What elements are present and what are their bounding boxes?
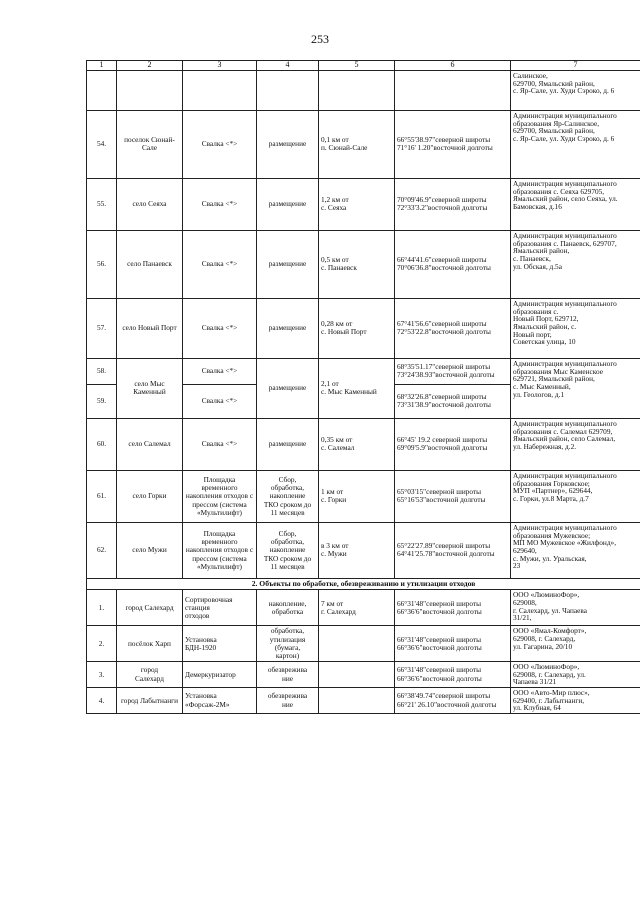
owner-cell: Администрация муниципального образования с. Салемал 629709, Ямальский район, село Салемал, ул. Набережная, д.2. [511,418,640,470]
table-row [87,418,640,470]
column-header: 2 [117,61,183,71]
row-number: 62. [87,522,117,578]
owner-cell: Администрация муниципального образования Горковское; МУП «Партнер», 629644, с. Горки, ул.8 Марта, д.7 [511,470,640,522]
purpose-cell: Сбор, обработка, накопление ТКО сроком до 11 месяцев [257,470,319,522]
coordinates-cell: 66°31'48"северной широты 66°36'6"восточной долготы [395,662,511,688]
settlement-cell: поселок Сюнай-Сале [117,110,183,178]
location-cell: 0,35 км от с. Салемал [319,418,395,470]
section-row [87,578,640,590]
row-number: 56. [87,230,117,298]
row-number: 4. [87,688,117,714]
column-header: 7 [511,61,640,71]
table-row [87,70,640,110]
purpose-cell: размещение [257,298,319,358]
table-row [87,358,640,384]
table-row [87,110,640,178]
object-cell: Свалка <*> [183,418,257,470]
row-number: 61. [87,470,117,522]
location-cell [319,626,395,662]
section-title: 2. Объекты по обработке, обезвреживанию и утилизации отходов [87,578,640,590]
object-cell [183,70,257,110]
table-row [87,626,640,662]
purpose-cell: размещение [257,358,319,418]
location-cell: 0,28 км от с. Новый Порт [319,298,395,358]
owner-cell: Администрация муниципального образования с. Новый Порт, 629712, Ямальский район, с. Новый порт, Советская улица, 10 [511,298,640,358]
coordinates-cell [395,70,511,110]
purpose-cell: размещение [257,230,319,298]
location-cell: в 3 км от с. Мужи [319,522,395,578]
purpose-cell [257,70,319,110]
object-cell: Площадка временного накопления отходов с прессом (система «Мультилифт) [183,522,257,578]
table-row [87,688,640,714]
location-cell: 7 км от г. Салехард [319,590,395,626]
owner-cell: Администрация муниципального образования с. Панаевск, 629707, Ямальский район, с. Панаевск, ул. Обская, д.5а [511,230,640,298]
purpose-cell: Сбор, обработка, накопление ТКО сроком до 11 месяцев [257,522,319,578]
owner-cell: Администрация муниципального образования Мыс Каменское 629721, Ямальский район, с. Мыс Каменный, ул. Геологов, д.1 [511,358,640,418]
row-number: 54. [87,110,117,178]
settlement-cell: город Салехард [117,590,183,626]
settlement-cell: город Лабытнанги [117,688,183,714]
coordinates-cell: 68°35'51.17"северной широты 73°24'38.93"восточной долготы [395,358,511,384]
coordinates-cell: 66°55'38.97"северной широты 71°16' 1.20"восточной долготы [395,110,511,178]
owner-cell: Администрация муниципального образования Мужевское; МП МО Мужевское «Жилфонд», 629640, с. Мужи, ул. Уральская, 23 [511,522,640,578]
purpose-cell: размещение [257,110,319,178]
owner-cell: Администрация муниципального образования с. Сеяха 629705, Ямальский район, село Сеяха, ул. Бамовская, д.16 [511,178,640,230]
coordinates-cell: 70°09'46.9"северной широты 72°33'3.2"восточной долготы [395,178,511,230]
settlement-cell: село Сеяха [117,178,183,230]
settlement-cell: село Панаевск [117,230,183,298]
location-cell [319,70,395,110]
owner-cell: ООО «ЛюминоФор», 629008, г. Салехард, ул. Чапаева 31/21, [511,590,640,626]
column-header: 6 [395,61,511,71]
purpose-cell: обезврежива ние [257,688,319,714]
coordinates-cell: 65°03'15"северной широты 65°16'53"восточной долготы [395,470,511,522]
purpose-cell: обработка, утилизация (бумага, картон) [257,626,319,662]
row-number: 2. [87,626,117,662]
location-cell [319,688,395,714]
object-cell: Площадка временного накопления отходов с прессом (система «Мультилифт) [183,470,257,522]
coordinates-cell: 67°41'56.6"северной широты 72°53'22.8"восточной долготы [395,298,511,358]
settlement-cell [117,70,183,110]
object-cell: Установка «Форсаж-2М» [183,688,257,714]
object-cell: Демеркуризатор [183,662,257,688]
table-row [87,662,640,688]
purpose-cell: обезврежива ние [257,662,319,688]
coordinates-cell: 66°31'48"северной широты 66°36'6"восточной долготы [395,590,511,626]
settlement-cell: село Горки [117,470,183,522]
owner-cell: ООО «Ямал-Комфорт», 629008, г. Салехард, ул. Гагарина, 20/10 [511,626,640,662]
settlement-cell: село Салемал [117,418,183,470]
table-row [87,230,640,298]
row-number: 55. [87,178,117,230]
owner-cell: ООО «Авто-Мир плюс», 629400, г. Лабытнанги, ул. Клубная, 64 [511,688,640,714]
object-cell: Свалка <*> [183,384,257,418]
object-cell: Свалка <*> [183,110,257,178]
coordinates-cell: 66°44'41.6"северной широты 70°06'36.8"восточной долготы [395,230,511,298]
settlement-cell: село Мужи [117,522,183,578]
object-cell: Свалка <*> [183,358,257,384]
row-number: 3. [87,662,117,688]
table-row [87,298,640,358]
row-number: 59. [87,384,117,418]
owner-cell: Администрация муниципального образования Яр-Салинское, 629700, Ямальский район, с. Яр-Сале, ул. Худи Сэроко, д. 6 [511,110,640,178]
table-row [87,522,640,578]
waste-objects-table [86,60,640,714]
object-cell: Сортировочная станция отходов [183,590,257,626]
column-header: 4 [257,61,319,71]
location-cell: 1,2 км от с. Сеяха [319,178,395,230]
coordinates-cell: 68°32'26.8"северной широты 73°31'38.9"восточной долготы [395,384,511,418]
purpose-cell: размещение [257,418,319,470]
row-number: 58. [87,358,117,384]
location-cell: 0,1 км от п. Сюнай-Сале [319,110,395,178]
location-cell [319,662,395,688]
coordinates-cell: 66°38'49.74"северной широты 66°21' 26.10"восточной долготы [395,688,511,714]
table-row [87,470,640,522]
coordinates-cell: 66°31'48"северной широты 66°36'6"восточной долготы [395,626,511,662]
owner-cell: ООО «ЛюминоФор», 629008, г. Салехард, ул. Чапаева 31/21 [511,662,640,688]
object-cell: Установка БДН-1920 [183,626,257,662]
object-cell: Свалка <*> [183,178,257,230]
object-cell: Свалка <*> [183,230,257,298]
row-number: 1. [87,590,117,626]
coordinates-cell: 66°45' 19.2 северной широты 69°09'5.9"восточной долготы [395,418,511,470]
column-header: 5 [319,61,395,71]
location-cell: 1 км от с. Горки [319,470,395,522]
settlement-cell: село Мыс Каменный [117,358,183,418]
page-number: 253 [311,32,329,46]
settlement-cell: посёлок Харп [117,626,183,662]
column-numbers-row [87,61,640,71]
purpose-cell: накопление, обработка [257,590,319,626]
settlement-cell: город Салехард [117,662,183,688]
row-number: 57. [87,298,117,358]
coordinates-cell: 65°22'27.89"северной широты 64°41'25.78"восточной долготы [395,522,511,578]
object-cell: Свалка <*> [183,298,257,358]
owner-cell: Салинское, 629700, Ямальский район, с. Яр-Сале, ул. Худи Сэроко, д. 6 [511,70,640,110]
row-number [87,70,117,110]
location-cell: 2,1 от с. Мыс Каменный [319,358,395,418]
row-number: 60. [87,418,117,470]
settlement-cell: село Новый Порт [117,298,183,358]
column-header: 3 [183,61,257,71]
location-cell: 0,5 км от с. Панаевск [319,230,395,298]
table-row [87,178,640,230]
purpose-cell: размещение [257,178,319,230]
table-row [87,590,640,626]
column-header: 1 [87,61,117,71]
